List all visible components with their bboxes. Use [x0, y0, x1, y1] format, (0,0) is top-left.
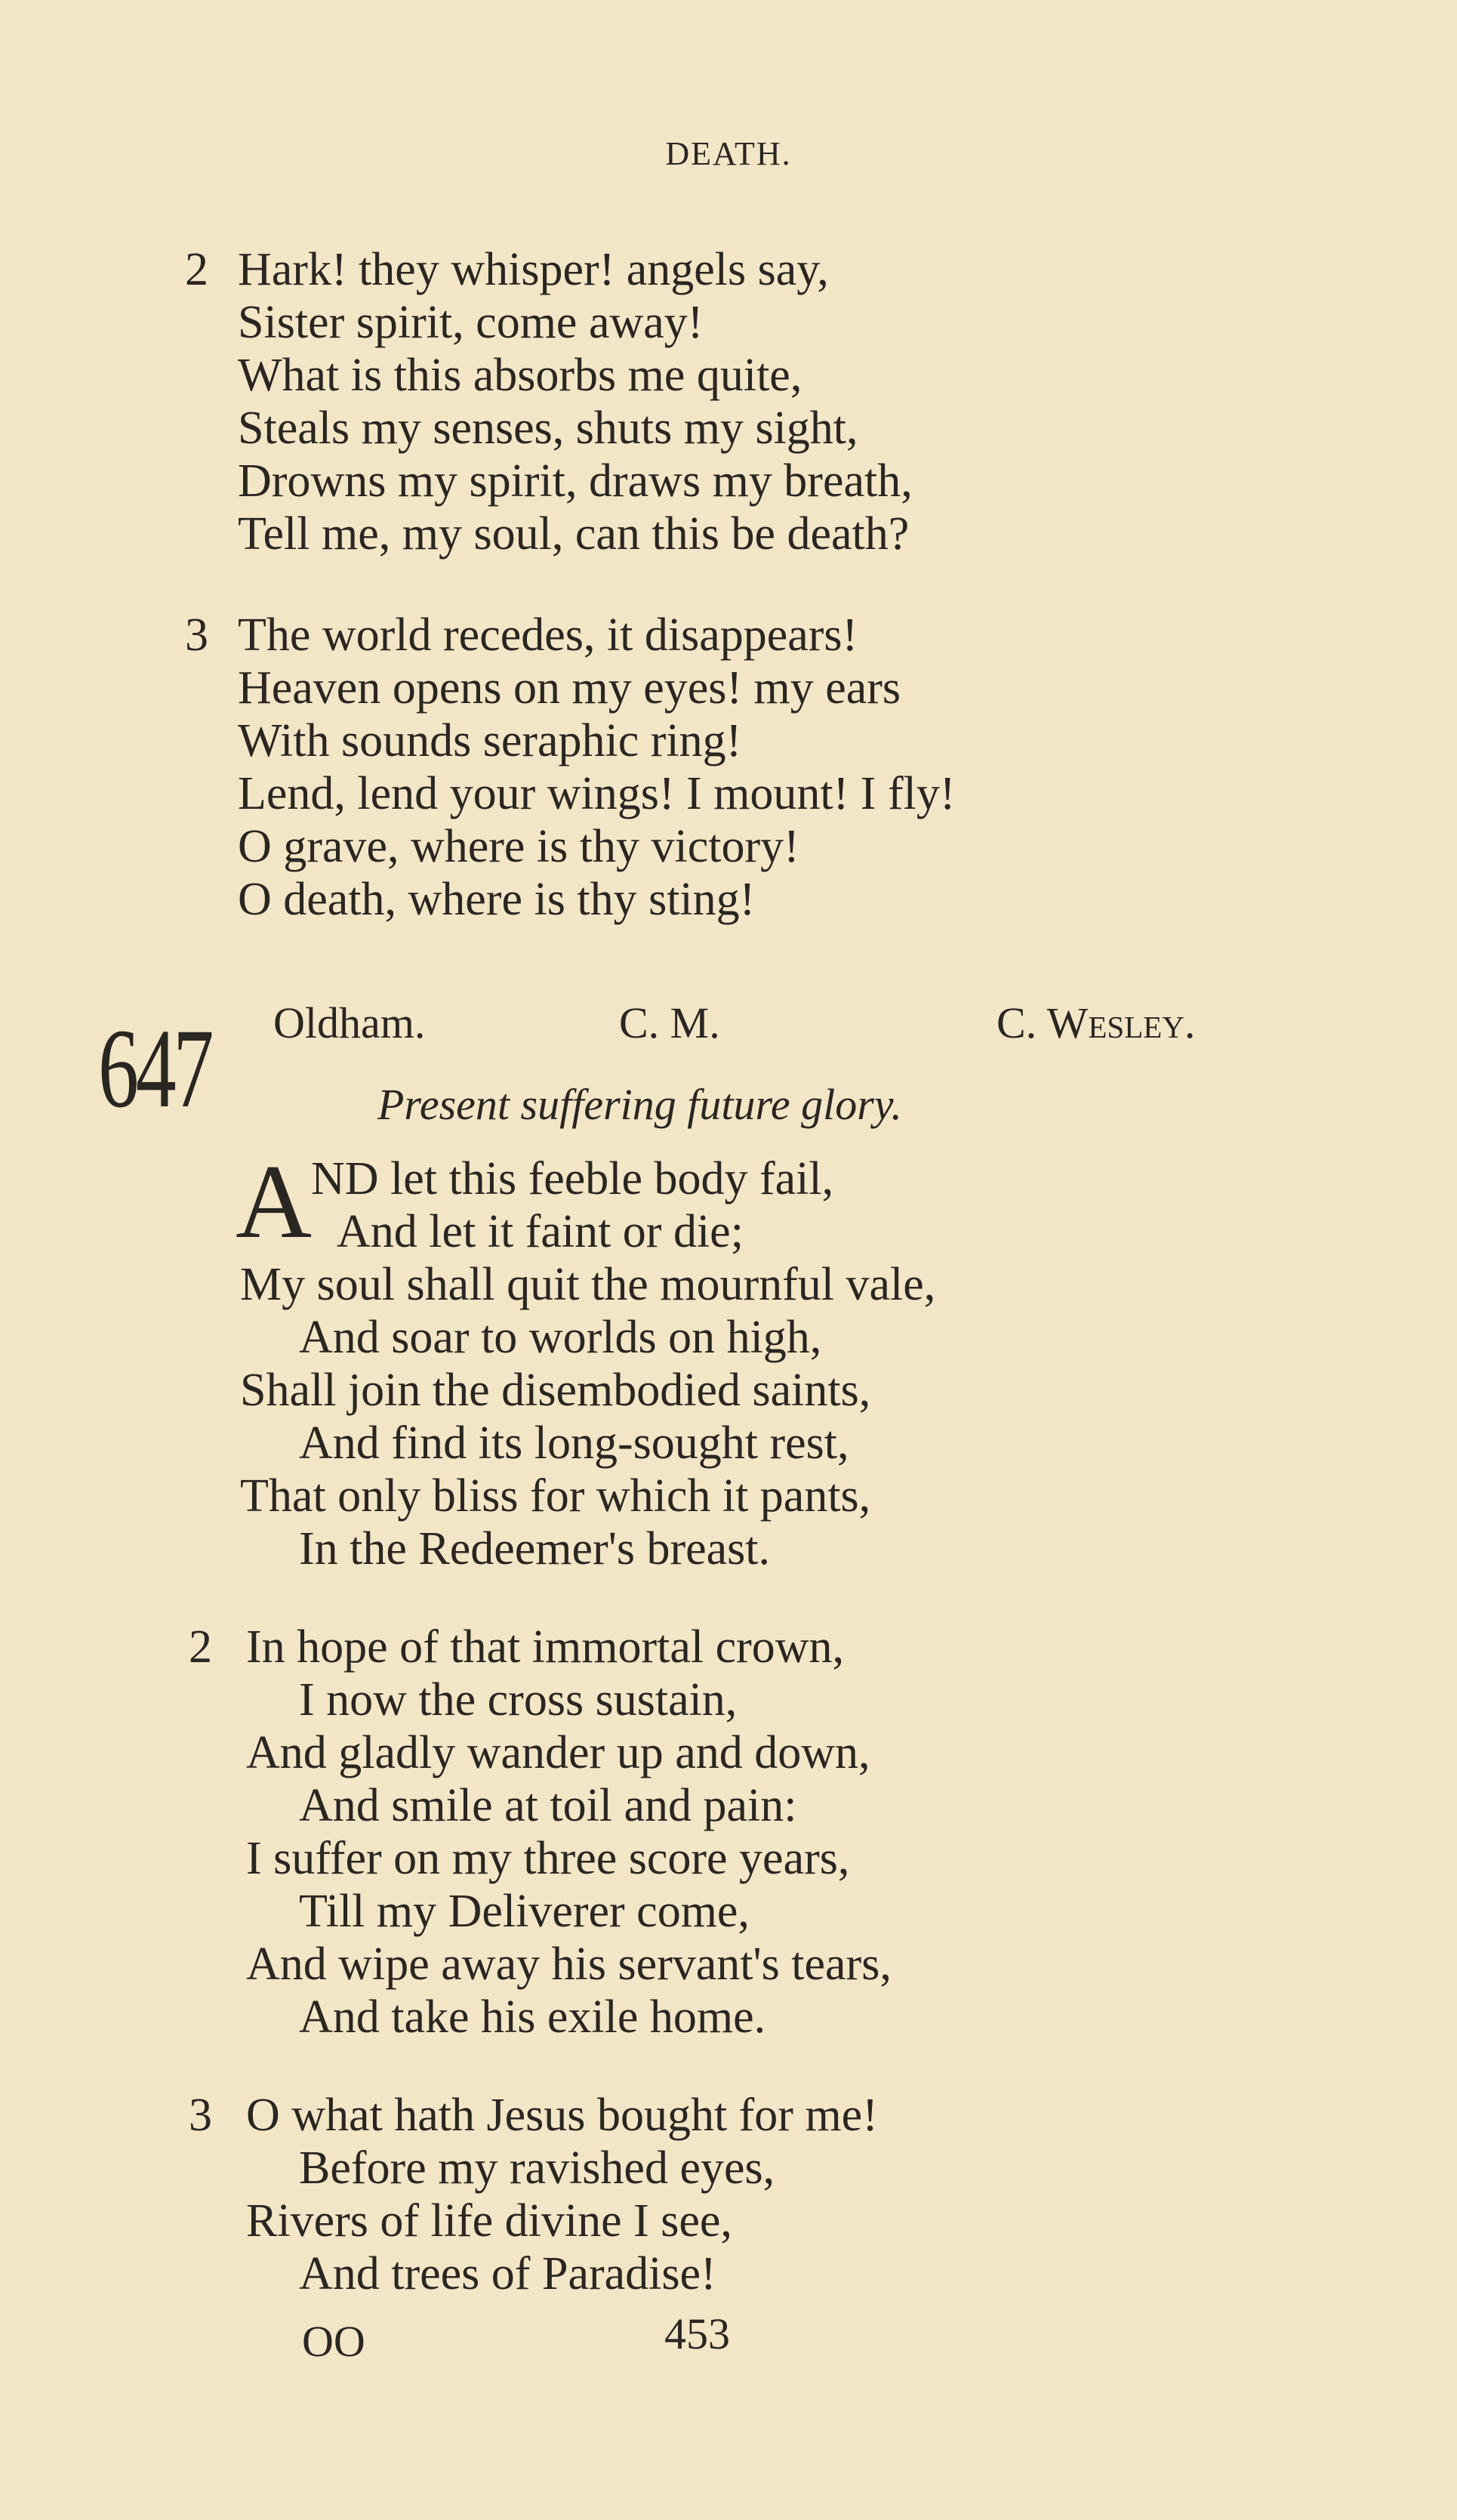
stanza-number: 3 [185, 609, 208, 661]
verse-line: O death, where is thy sting! [238, 874, 756, 925]
hymn-number: 647 [98, 1006, 211, 1131]
verse-line: That only bliss for which it pants, [240, 1470, 871, 1522]
verse-line: Sister spirit, come away! [238, 297, 704, 348]
verse-line: Steals my senses, shuts my sight, [238, 403, 858, 454]
stanza-number: 2 [189, 1621, 212, 1673]
verse-line: ND let this feeble body fail, [311, 1153, 834, 1204]
verse-line: And wipe away his servant's tears, [246, 1939, 892, 1990]
verse-line: And smile at toil and pain: [299, 1780, 797, 1831]
verse-line: Drowns my spirit, draws my breath, [238, 455, 913, 507]
verse-line: What is this absorbs me quite, [238, 350, 802, 401]
verse-line: In hope of that immortal crown, [246, 1621, 845, 1673]
verse-line: I now the cross sustain, [299, 1674, 738, 1726]
verse-line: Hark! they whisper! angels say, [238, 244, 829, 295]
verse-line: I suffer on my three score years, [246, 1833, 850, 1884]
tune-name: Oldham. [273, 998, 426, 1047]
verse-line: And find its long-sought rest, [299, 1417, 849, 1469]
verse-line: Tell me, my soul, can this be death? [238, 508, 910, 560]
verse-line: O what hath Jesus bought for me! [246, 2090, 878, 2141]
verse-line: And let it faint or die; [337, 1206, 744, 1257]
stanza-number: 2 [185, 244, 208, 295]
verse-line: Heaven opens on my eyes! my ears [238, 662, 901, 714]
verse-line: And trees of Paradise! [299, 2248, 716, 2299]
verse-line: The world recedes, it disappears! [238, 609, 858, 661]
running-header: DEATH. [665, 135, 792, 172]
verse-line: Rivers of life divine I see, [246, 2195, 732, 2247]
verse-line: With sounds seraphic ring! [238, 715, 742, 766]
author: C. Wesley. [996, 998, 1196, 1047]
signature-mark: OO [302, 2317, 365, 2366]
verse-line: In the Redeemer's breast. [299, 1523, 771, 1575]
verse-line: Before my ravished eyes, [299, 2142, 775, 2194]
verse-line: And take his exile home. [299, 1991, 766, 2043]
stanza-number: 3 [189, 2090, 212, 2141]
verse-line: And soar to worlds on high, [299, 1312, 822, 1363]
verse-line: Lend, lend your wings! I mount! I fly! [238, 768, 956, 819]
verse-line: Shall join the disembodied saints, [240, 1365, 871, 1416]
drop-cap: A [236, 1143, 313, 1260]
hymn-subtitle: Present suffering future glory. [377, 1080, 902, 1129]
verse-line: My soul shall quit the mournful vale, [240, 1259, 936, 1310]
verse-line: And gladly wander up and down, [246, 1727, 870, 1778]
page-number: 453 [664, 2309, 730, 2358]
meter: C. M. [619, 998, 720, 1047]
verse-line: Till my Deliverer come, [299, 1886, 750, 1937]
verse-line: O grave, where is thy victory! [238, 821, 799, 872]
